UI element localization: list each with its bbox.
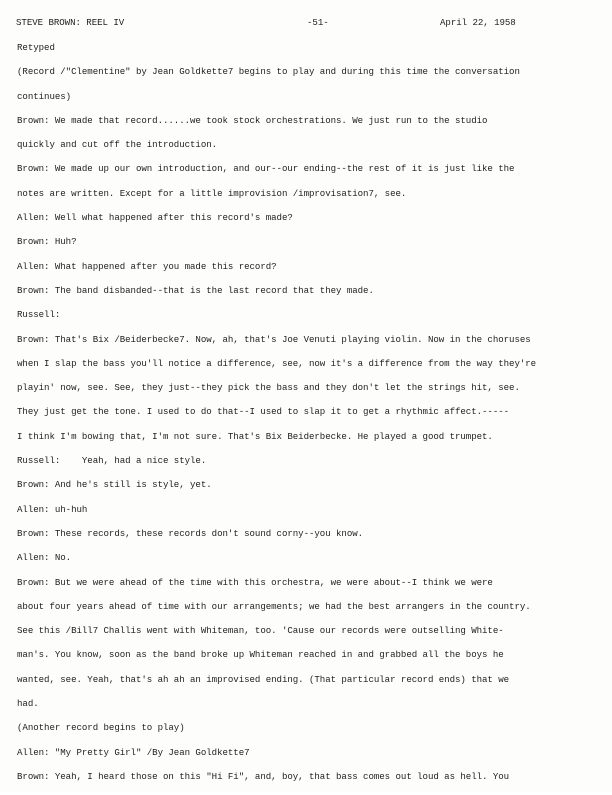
transcript-line: continues): [17, 90, 72, 102]
transcript-line: Brown: But we were ahead of the time with this orchestra, we were about--I think we were: [17, 576, 493, 588]
transcript-line: Allen: "My Pretty Girl" /By Jean Goldkette7: [17, 746, 250, 758]
interview-date: April 22, 1958: [440, 17, 516, 28]
transcript-line: Brown: We made up our own introduction, and our--our ending--the rest of it is just like the: [17, 163, 515, 175]
transcript-line: See this /Bill7 Challis went with Whiteman, too. 'Cause our records were outselling White-: [17, 625, 504, 637]
transcript-line: They just get the tone. I used to do that--I used to slap it to get a rhythmic affect.-----: [17, 406, 510, 418]
transcript-line: Brown: The band disbanded--that is the last record that they made.: [17, 284, 374, 296]
transcript-line: quickly and cut off the introduction.: [17, 139, 218, 151]
transcript-line: I think I'm bowing that, I'm not sure. That's Bix Beiderbecke. He played a good trumpet.: [17, 430, 493, 442]
transcript-line: Allen: Well what happened after this record's made?: [17, 212, 293, 224]
transcript-line: Brown: Huh?: [17, 236, 77, 248]
transcript-line: Allen: What happened after you made this record?: [17, 260, 277, 272]
transcript-line: had.: [17, 698, 39, 710]
transcript-line: Brown: That's Bix /Beiderbecke7. Now, ah, that's Joe Venuti playing violin. Now in the choruses: [17, 333, 531, 345]
reel-title: STEVE BROWN: REEL IV: [16, 17, 125, 28]
transcript-line: Brown: And he's still is style, yet.: [17, 479, 212, 491]
transcript-line: when I slap the bass you'll notice a difference, see, now it's a difference from the way they're: [17, 357, 537, 369]
transcript-line: notes are written. Except for a little improvision /improvisation7, see.: [17, 187, 407, 199]
transcript-line: man's. You know, soon as the band broke up Whiteman reached in and grabbed all the boys he: [17, 649, 504, 661]
transcript-body: [17, 42, 599, 795]
transcript-line: Allen: uh-huh: [17, 503, 88, 515]
transcript-line: Brown: Yeah, I heard those on this "Hi Fi", and, boy, that bass comes out loud as hell. You: [17, 770, 510, 782]
transcript-line: about four years ahead of time with our arrangements; we had the best arrangers in the country.: [17, 600, 531, 612]
transcript-line: (Another record begins to play): [17, 722, 185, 734]
transcript-line: playin' now, see. See, they just--they pick the bass and they don't let the strings hit, see.: [17, 382, 520, 394]
transcript-line: (Record /"Clementine" by Jean Goldkette7 begins to play and during this time the conversation: [17, 66, 520, 78]
transcript-line: Allen: No.: [17, 552, 72, 564]
transcript-line: wanted, see. Yeah, that's ah ah an improvised ending. (That particular record ends) that we: [17, 673, 510, 685]
page-header: [16, 17, 596, 31]
transcript-line: Brown: These records, these records don't sound corny--you know.: [17, 527, 364, 539]
transcript-line: Russell: Yeah, had a nice style.: [17, 455, 207, 467]
transcript-line: Retyped: [17, 42, 55, 53]
page-number: -51-: [307, 17, 329, 28]
transcript-line: Brown: We made that record......we took stock orchestrations. We just run to the studio: [17, 114, 488, 126]
transcript-line: Russell:: [17, 309, 61, 321]
